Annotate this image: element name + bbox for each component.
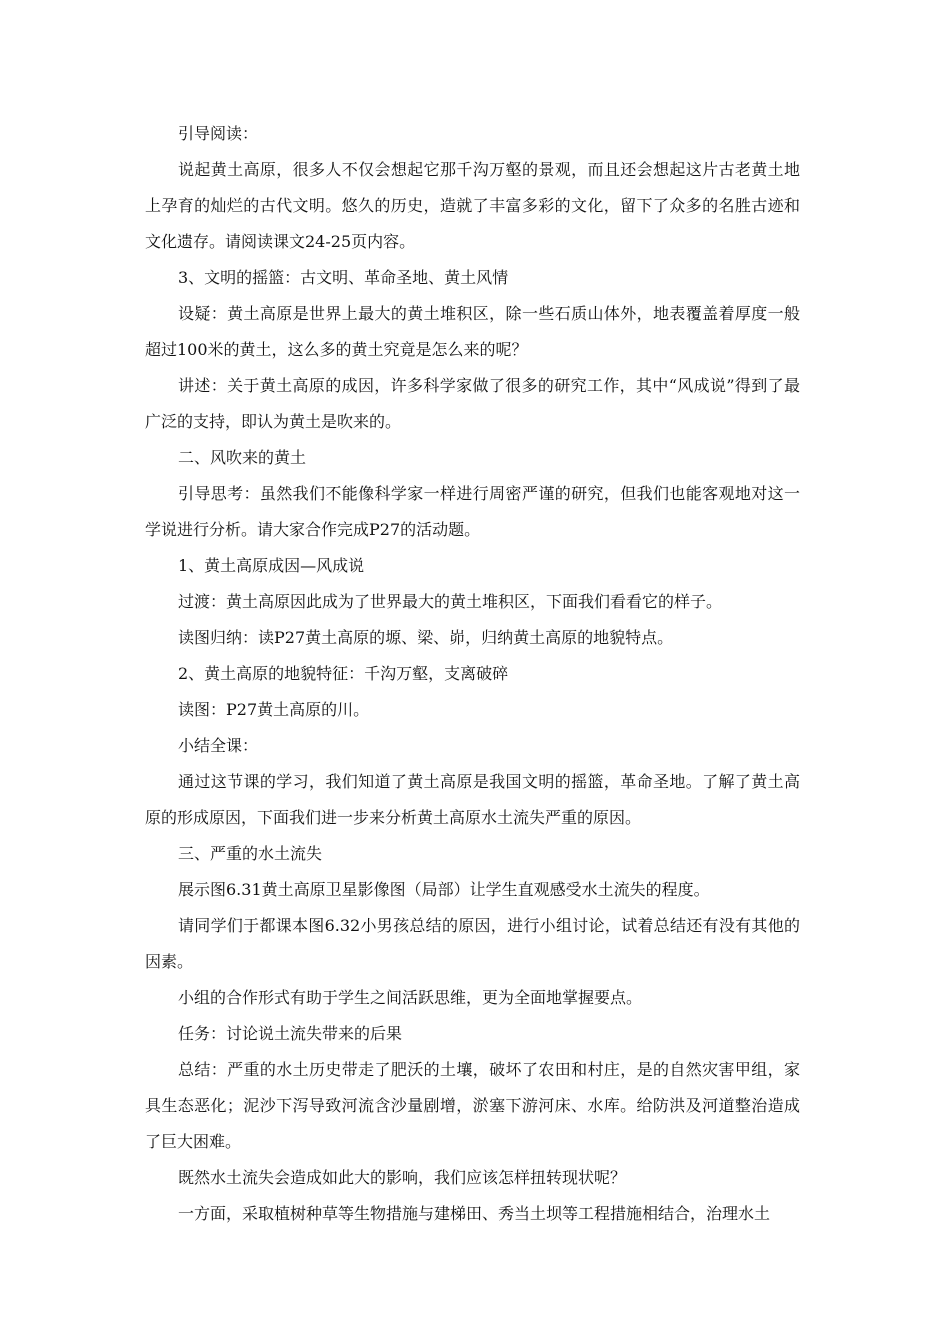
heading-soil-erosion: 三、严重的水土流失 [178,844,323,863]
paragraph-guided-thinking: 引导思考：虽然我们不能像科学家一样进行周密严谨的研究，但我们也能客观地对这一学说进行分析。请大家合作完成P27的活动题。 [145,484,800,539]
paragraph-measures: 一方面，采取植树种草等生物措施与建梯田、秀当土坝等工程措施相结合，治理水土 [178,1204,771,1223]
paragraph-guided-reading-label: 引导阅读： [178,124,259,143]
paragraph-lesson-summary-label: 小结全课： [178,736,259,755]
paragraph-formation-cause: 1、黄土高原成因—风成说 [178,556,365,575]
paragraph-transition: 过渡：黄土高原因此成为了世界最大的黄土堆积区，下面我们看看它的样子。 [178,592,723,611]
paragraph-read-map-chuan: 读图：P27黄土高原的川。 [178,700,370,719]
paragraph-cradle-of-civilization: 3、文明的摇篮：古文明、革命圣地、黄土风情 [178,268,509,287]
paragraph-show-satellite-image: 展示图6.31黄土高原卫星影像图（局部）让学生直观感受水土流失的程度。 [178,880,710,899]
paragraph-task: 任务：讨论说土流失带来的后果 [178,1024,403,1043]
paragraph-read-map-summary: 读图归纳：读P27黄土高原的塬、梁、峁，归纳黄土高原的地貌特点。 [178,628,674,647]
paragraph-question-origin: 设疑：黄土高原是世界上最大的黄土堆积区，除一些石质山体外，地表覆盖着厚度一般超过100米的黄土，这么多的黄土究竟是怎么来的呢？ [145,304,800,359]
paragraph-group-discussion: 请同学们于都课本图6.32小男孩总结的原因，进行小组讨论，试着总结还有没有其他的因素。 [145,916,800,971]
paragraph-wind-theory-explanation: 讲述：关于黄土高原的成因，许多科学家做了很多的研究工作，其中“风成说”得到了最广泛的支持，即认为黄土是吹来的。 [145,376,800,431]
paragraph-landform-features: 2、黄土高原的地貌特征：千沟万壑，支离破碎 [178,664,509,683]
paragraph-intro-loess-plateau: 说起黄土高原，很多人不仅会想起它那千沟万壑的景观，而且还会想起这片古老黄土地上孕育的灿烂的古代文明。悠久的历史，造就了丰富多彩的文化，留下了众多的名胜古迹和文化遗存。请阅读课文24-25页内容。 [145,160,800,251]
paragraph-how-to-reverse: 既然水土流失会造成如此大的影响，我们应该怎样扭转现状呢？ [178,1168,627,1187]
paragraph-cooperation-benefit: 小组的合作形式有助于学生之间活跃思维，更为全面地掌握要点。 [178,988,643,1007]
heading-wind-blown-loess: 二、风吹来的黄土 [178,448,307,467]
paragraph-erosion-consequences: 总结：严重的水土历史带走了肥沃的土壤，破坏了农田和村庄，是的自然灾害甲组，家具生态恶化；泥沙下泻导致河流含沙量剧增，淤塞下游河床、水库。给防洪及河道整治造成了巨大困难。 [145,1060,800,1151]
paragraph-lesson-summary: 通过这节课的学习，我们知道了黄土高原是我国文明的摇篮，革命圣地。了解了黄土高原的形成原因，下面我们进一步来分析黄土高原水土流失严重的原因。 [145,772,800,827]
document-body [145,116,800,1232]
